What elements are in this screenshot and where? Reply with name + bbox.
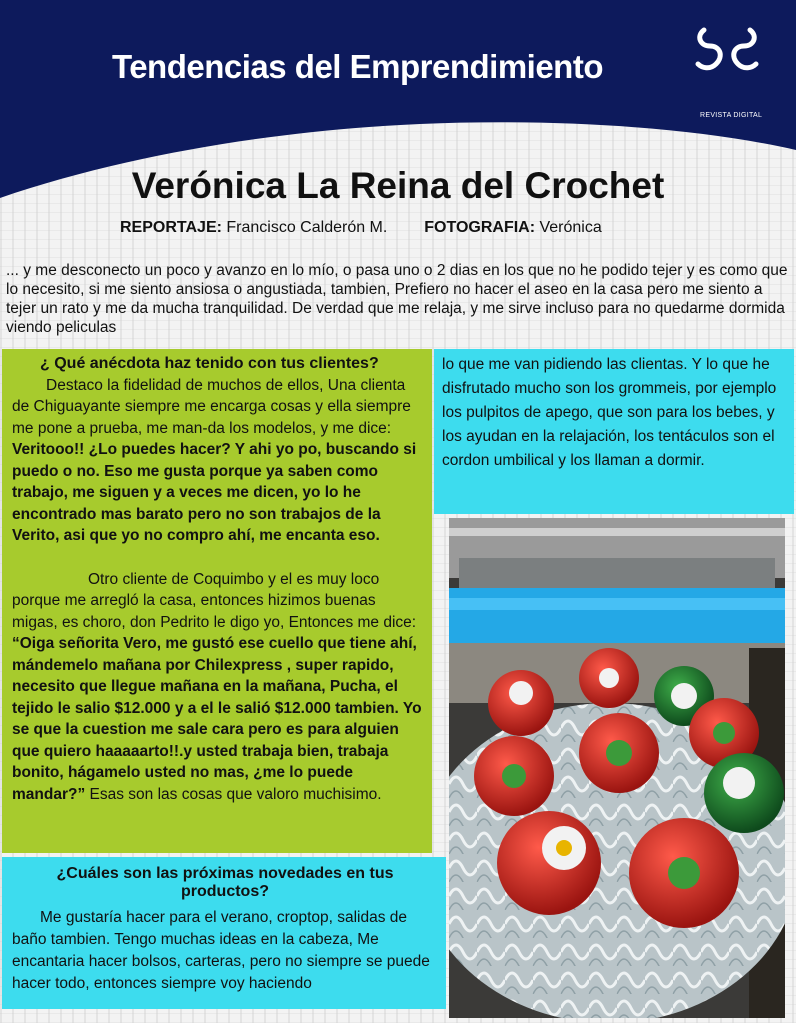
anecdote-p2-bold: “Oiga señorita Vero, me gustó ese cuello que tiene ahí, mándemelo mañana por Chilexpress , super rapido, necesito que llegue mañana en la mañana, Pucha, el tejido le salio $12.000 y a el le salió $12.000 tambien. Yo se que la cuestion me sale cara pero es para alguien que quiero haaaaarto!!.y usted trabaja bien, trabaja bonito, hágamelo usted no mas, ¿me lo puede mandar?” bbox=[12, 635, 422, 803]
magazine-title: Tendencias del Emprendimiento bbox=[112, 48, 603, 85]
reportaje-label: REPORTAJE: bbox=[120, 219, 222, 236]
grommeis-box: lo que me van pidiendo las clientas. Y lo que he disfrutado mucho son los grommeis, por ejemplo los pulpitos de apego, que son para los bebes, y los ayudan en la relajación, los tentáculos son el cordon umbilical y los llaman a dormir. bbox=[434, 349, 794, 514]
anecdote-box bbox=[2, 349, 432, 853]
novedades-box bbox=[2, 857, 446, 1009]
fotografia-label: FOTOGRAFIA: bbox=[424, 219, 536, 236]
article-credits bbox=[120, 219, 602, 237]
anecdote-p1-text: Destaco la fidelidad de muchos de ellos, Una clienta de Chiguayante siempre me encarga cosas y ella siempre me pone a prueba, me man-da los modelos, y me dice: bbox=[12, 376, 411, 437]
novedades-paragraph: Me gustaría hacer para el verano, croptop, salidas de baño tambien. Tengo muchas ideas en la cabeza, Me encantaria hacer bolsos, carteras, pero no siempre se puede hacer todo, entonces siempre voy haciendo bbox=[12, 909, 430, 992]
anecdote-paragraph-2 bbox=[12, 569, 422, 806]
anecdote-question: ¿ Qué anécdota haz tenido con tus clientes? bbox=[40, 355, 379, 372]
fotografia-value: Verónica bbox=[535, 219, 602, 236]
intro-paragraph: ... y me desconecto un poco y avanzo en lo mío, o pasa uno o 2 dias en los que no he podido tejer y es como que lo necesito, si me siento ansiosa o angustiada, tambien, Prefiero no hacer el aseo en la casa pero me siento a tejer un rato y me da mucha tranquilidad. De verdad que me relaja, y me sirve incluso para no quedarme dormida viendo peliculas bbox=[6, 262, 788, 336]
article-title: Verónica La Reina del Crochet bbox=[131, 165, 665, 206]
crochet-ornaments-photo bbox=[449, 518, 785, 1018]
logo-caption: REVISTA DIGITAL bbox=[700, 112, 763, 119]
anecdote-p2-text: Otro cliente de Coquimbo y el es muy loco porque me arregló la casa, entonces hizimos buenas migas, es choro, don Pedrito le digo yo, Entonces me dice: bbox=[12, 570, 417, 631]
anecdote-paragraph-1 bbox=[12, 375, 422, 547]
reportaje-value: Francisco Calderón M. bbox=[221, 219, 388, 236]
novedades-question: ¿Cuáles son las próximas novedades en tus productos? bbox=[56, 865, 394, 900]
anecdote-p1-bold: Veritooo!! ¿Lo puedes hacer? Y ahi yo po, buscando si puedo o no. Eso me gusta porque ya saben como trabajo, me siguen y a veces me dicen, yo lo he encontrado mas barato pero no son trabajos de la Verito, asi que yo no compro ahí, me encanta eso. bbox=[12, 441, 417, 544]
anecdote-p2-end: Esas son las cosas que valoro muchisimo. bbox=[85, 785, 382, 803]
magazine-logo-icon bbox=[694, 22, 760, 82]
